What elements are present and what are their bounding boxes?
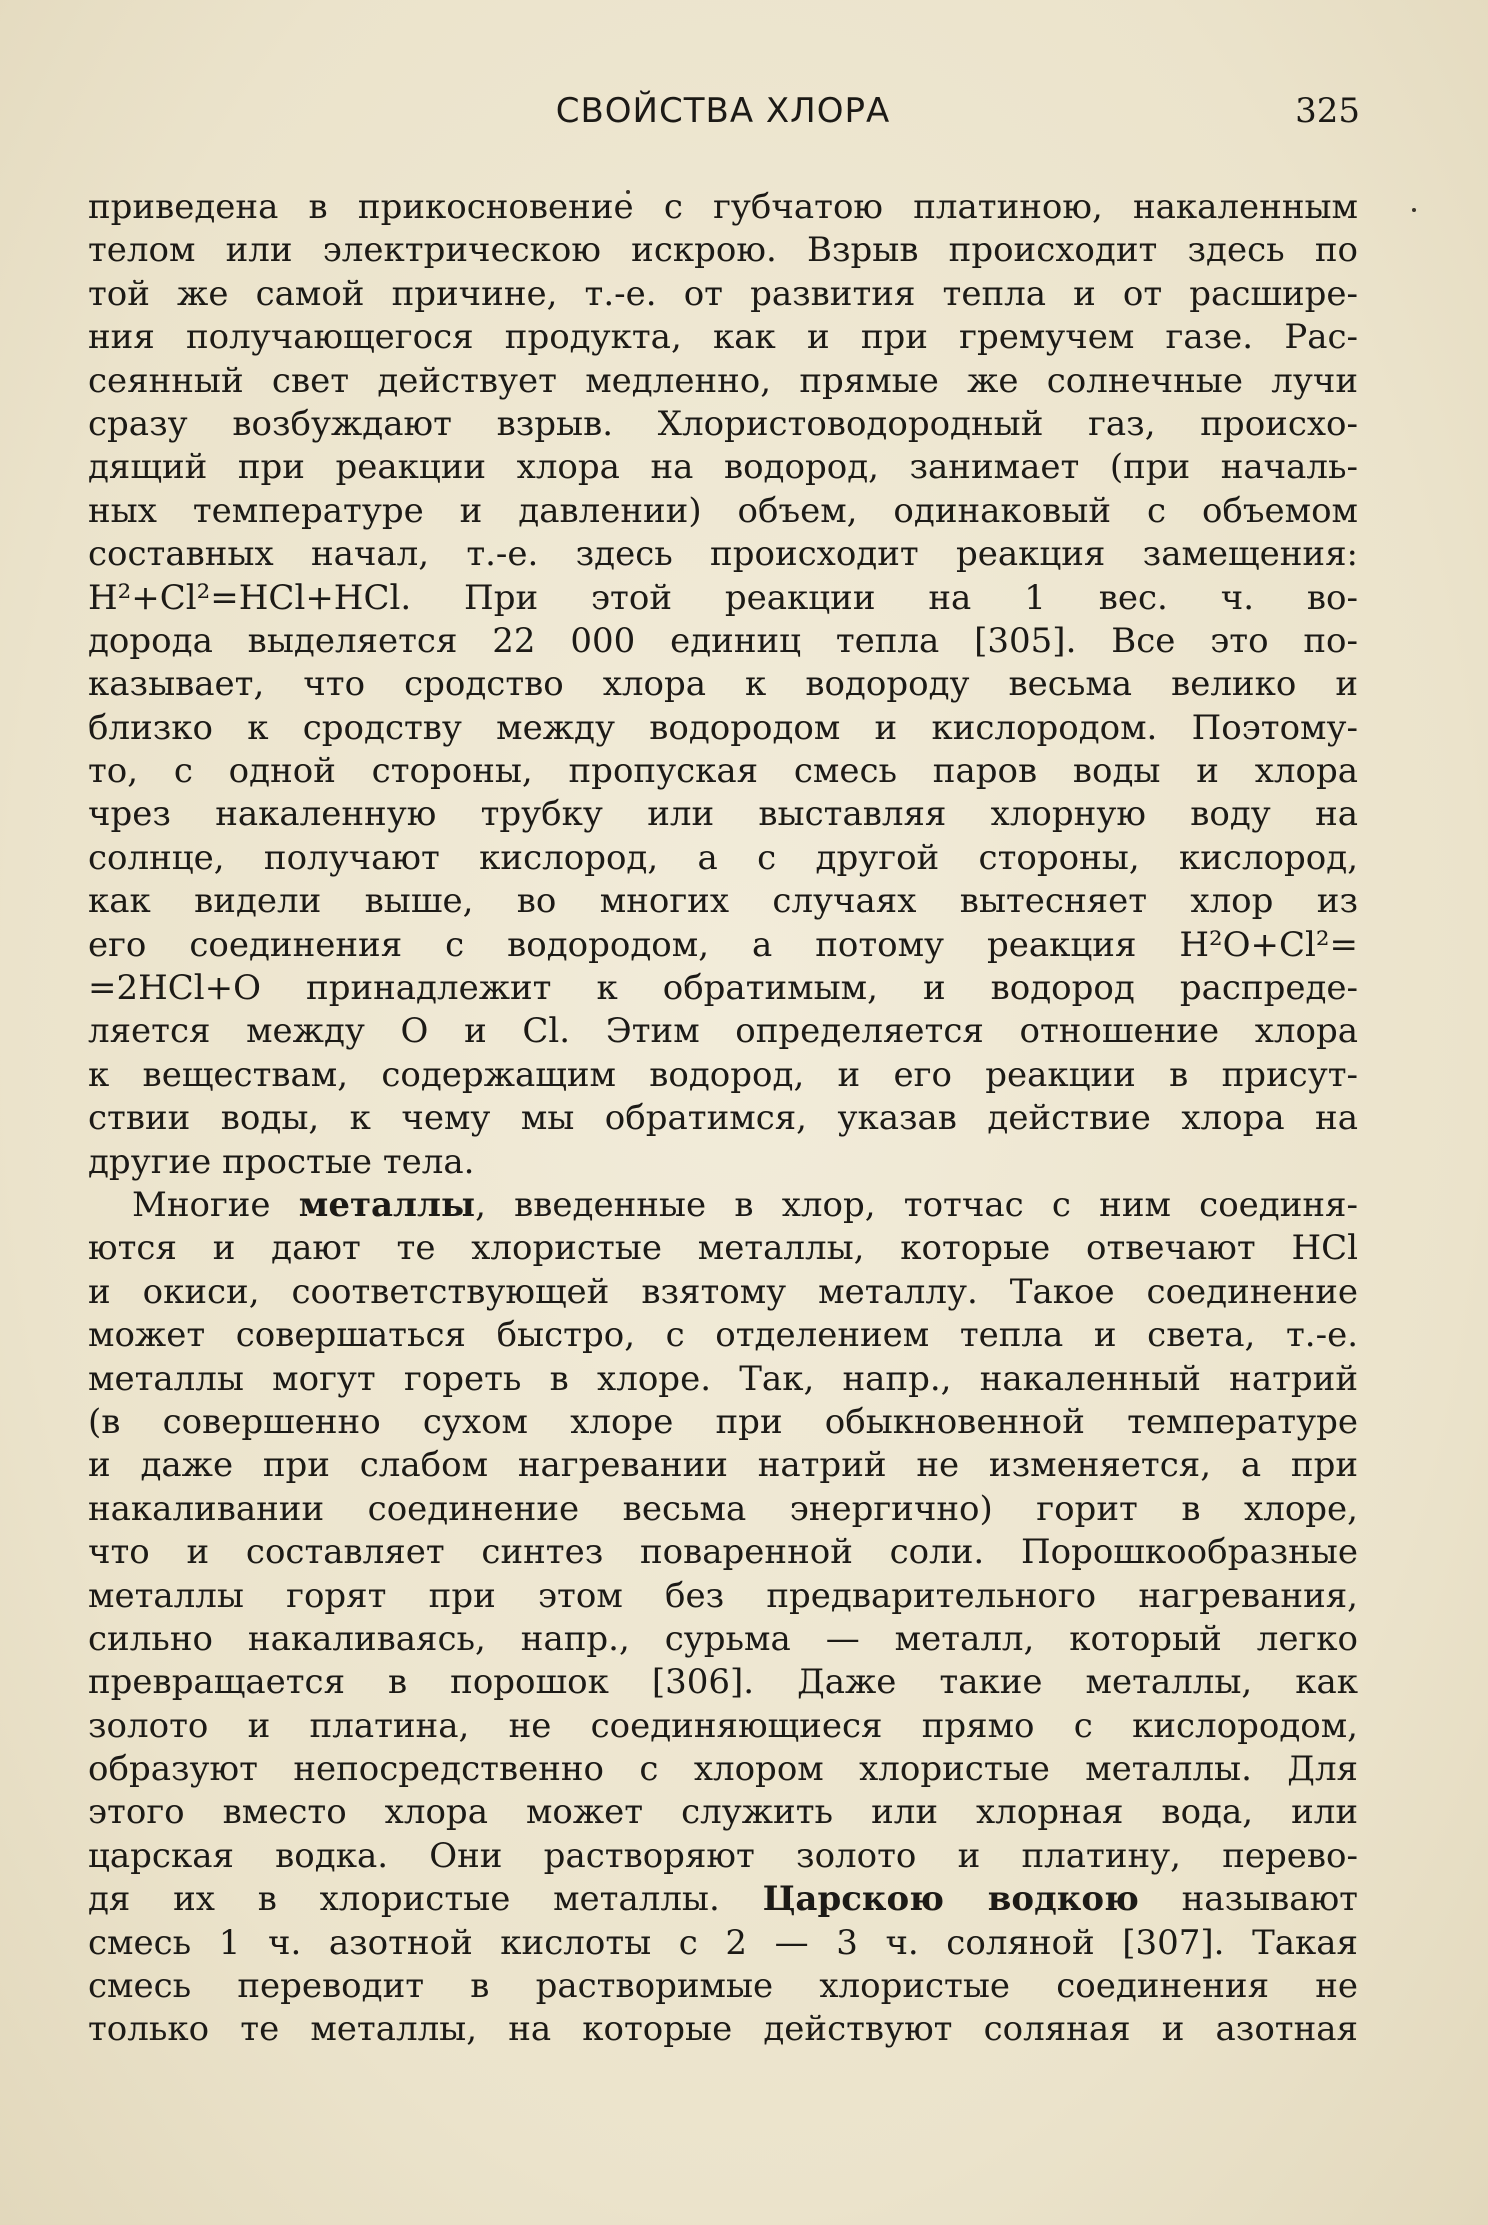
text-line: то, с одной стороны, пропуская смесь паров воды и хлора [88, 751, 1358, 792]
text-line: и даже при слабом нагревании натрий не изменяется, а при [88, 1445, 1358, 1486]
text-line: может совершаться быстро, с отделением тепла и света, т.-е. [88, 1315, 1358, 1356]
text-line: сеянный свет действует медленно, прямые же солнечные лучи [88, 360, 1358, 401]
header-title: СВОЙСТВА ХЛОРА [555, 91, 891, 131]
text-line: что и составляет синтез поваренной соли. Порошкообразные [88, 1532, 1358, 1573]
text-line: и окиси, соответствующей взятому металлу. Такое соединение [88, 1271, 1358, 1312]
bold-term: Царскою водкою [762, 1879, 1139, 1920]
print-speck [1412, 208, 1416, 212]
text-line: той же самой причине, т.-е. от развития тепла и от расшире- [88, 273, 1358, 314]
text-line: ются и дают те хлористые металлы, которые отвечают HCl [88, 1228, 1358, 1269]
text-line: дорода выделяется 22 000 единиц тепла [305]. Все это по- [88, 620, 1358, 661]
running-head [88, 86, 1358, 146]
text-line: сильно накаливаясь, напр., сурьма — металл, который легко [88, 1618, 1358, 1659]
text-line: царская водка. Они растворяют золото и платину, перево- [88, 1835, 1358, 1876]
text-line: накаливании соединение весьма энергично) горит в хлоре, [88, 1488, 1358, 1529]
text-line: превращается в порошок [306]. Даже такие металлы, как [88, 1662, 1358, 1703]
text-line: золото и платина, не соединяющиеся прямо с кислородом, [88, 1705, 1358, 1746]
text-line: металлы могут гореть в хлоре. Так, напр., накаленный натрий [88, 1358, 1358, 1399]
text-line: дя их в хлористые металлы. Царскою водкою называют [88, 1879, 1358, 1920]
text-line: чрез накаленную трубку или выставляя хлорную воду на [88, 794, 1358, 835]
text-line: ния получающегося продукта, как и при гремучем газе. Рас- [88, 317, 1358, 358]
text-line: его соединения с водородом, а потому реакция H²O+Cl²= [88, 924, 1358, 965]
text-line: этого вместо хлора может служить или хлорная вода, или [88, 1792, 1358, 1833]
text-line: к веществам, содержащим водород, и его реакции в присут- [88, 1054, 1358, 1095]
text-line: составных начал, т.-е. здесь происходит реакция замещения: [88, 534, 1358, 575]
text-line: телом или электрическою искрою. Взрыв происходит здесь по [88, 230, 1358, 271]
text-line: дящий при реакции хлора на водород, занимает (при началь- [88, 447, 1358, 488]
text-line: ных температуре и давлении) объем, одинаковый с объемом [88, 490, 1358, 531]
text-line: как видели выше, во многих случаях вытесняет хлор из [88, 881, 1358, 922]
text-line: близко к сродству между водородом и кислородом. Поэтому- [88, 707, 1358, 748]
page-number: 325 [1295, 91, 1360, 131]
text-line: приведена в прикосновение с губчатою платиною, накаленным [88, 187, 1358, 227]
text-line: ствии воды, к чему мы обратимся, указав действие хлора на [88, 1098, 1358, 1139]
text-line: смесь 1 ч. азотной кислоты с 2 — 3 ч. соляной [307]. Такая [88, 1922, 1358, 1963]
text-line: солнце, получают кислород, а с другой стороны, кислород, [88, 837, 1358, 878]
bold-term: металлы [298, 1184, 476, 1225]
text-line: ляется между O и Cl. Этим определяется отношение хлора [88, 1011, 1358, 1052]
text-line: казывает, что сродство хлора к водороду весьма велико и [88, 664, 1358, 705]
text-line: H²+Cl²=HCl+HCl. При этой реакции на 1 вес. ч. во- [88, 577, 1358, 618]
body-text [88, 186, 1358, 2052]
text-line: образуют непосредственно с хлором хлористые металлы. Для [88, 1749, 1358, 1790]
text-line: сразу возбуждают взрыв. Хлористоводородный газ, происхо- [88, 403, 1358, 444]
text-line: =2HCl+O принадлежит к обратимым, и водород распреде- [88, 968, 1358, 1009]
text-line: смесь переводит в растворимые хлористые соединения не [88, 1966, 1358, 2007]
text-line: другие простые тела. [88, 1141, 475, 1182]
text-line: Многие металлы, введенные в хлор, тотчас с ним соединя- [132, 1184, 1358, 1225]
text-line: металлы горят при этом без предварительного нагревания, [88, 1575, 1358, 1616]
text-line: (в совершенно сухом хлоре при обыкновенной температуре [88, 1401, 1358, 1442]
text-line: только те металлы, на которые действуют соляная и азотная [88, 2009, 1358, 2050]
